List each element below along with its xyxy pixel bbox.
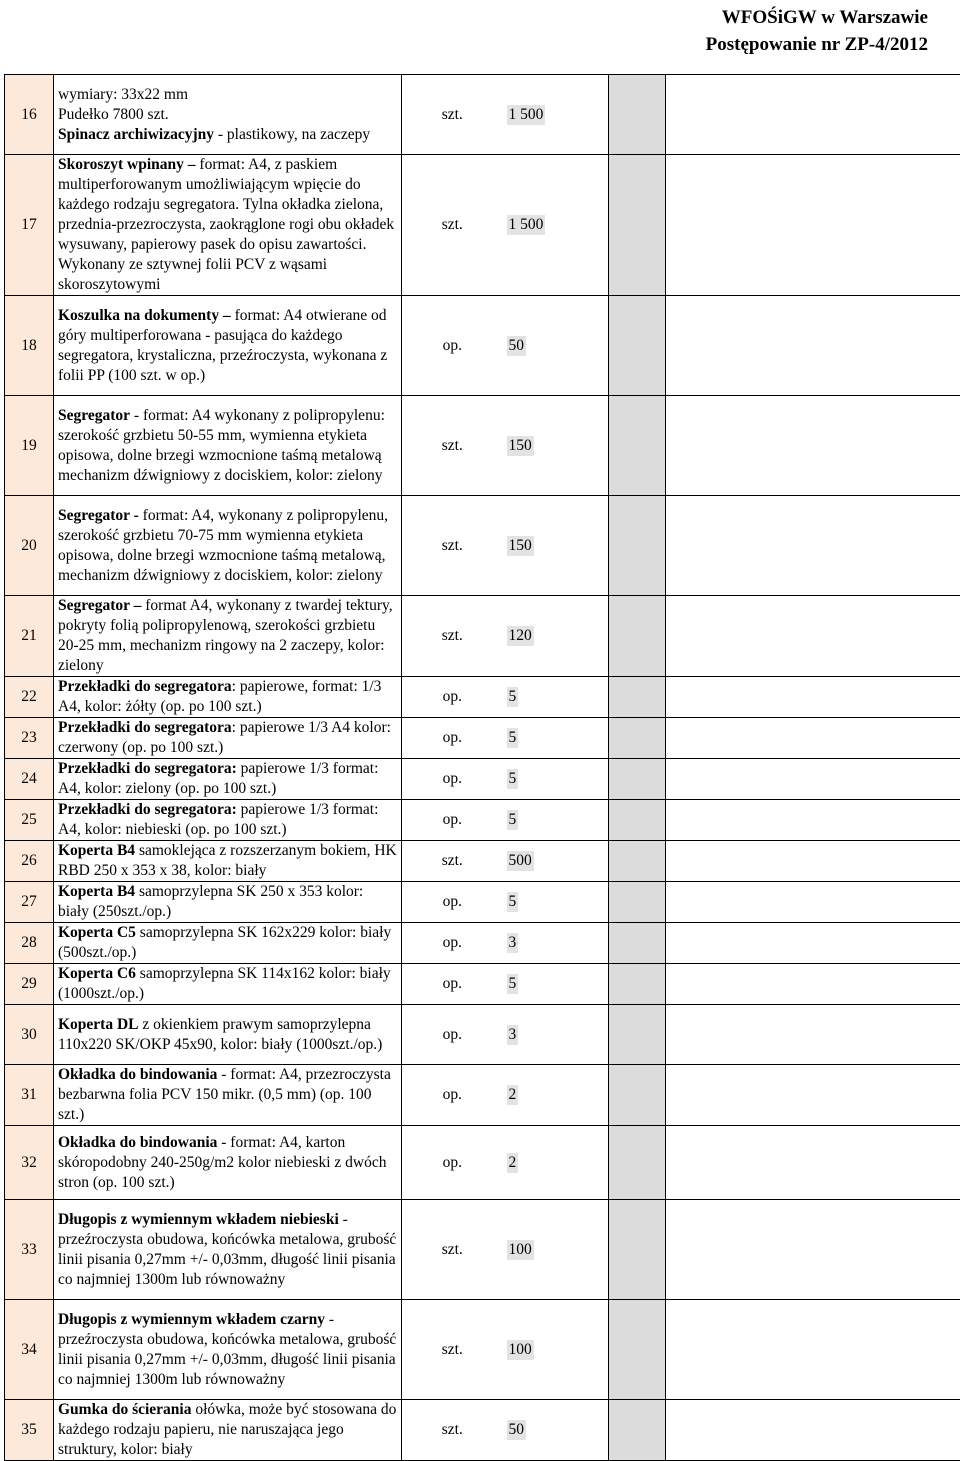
item-quantity-cell	[503, 800, 609, 841]
item-details: wymiary: 33x22 mm Pudełko 7800 szt.	[58, 86, 188, 123]
item-description-text	[58, 841, 397, 881]
item-quantity: 50	[507, 1420, 527, 1440]
row-number: 22	[5, 677, 54, 718]
item-details: format A4, wykonany z twardej tektury, pokryty folią polipropylenową, szerokości grzbietu 20-25 mm, mechanizm ringowy na 2 zaczepy, kolor: zielony	[58, 597, 393, 674]
item-quantity-cell	[503, 964, 609, 1005]
table-row	[5, 841, 960, 882]
item-unit: op.	[402, 759, 503, 800]
item-details: papierowe 1/3 format: A4, kolor: niebieski (op. po 100 szt.)	[58, 801, 378, 838]
value-cell	[666, 1200, 960, 1300]
item-description-text	[58, 1065, 397, 1125]
item-description	[54, 759, 402, 800]
item-name: Przekładki do segregatora	[58, 719, 232, 736]
price-cell	[609, 841, 666, 882]
item-description	[54, 1400, 402, 1461]
item-description	[54, 964, 402, 1005]
item-unit: op.	[402, 800, 503, 841]
item-description-text	[58, 85, 397, 145]
item-details: - format: A4 wykonany z polipropylenu: szerokość grzbietu 50-55 mm, wymienna etykieta opisowa, dolne brzegi wzmocnione taśmą metalową mechanizm dźwigniowy z dociskiem, kolor: zielony	[58, 407, 385, 484]
price-cell	[609, 718, 666, 759]
item-description	[54, 396, 402, 496]
item-unit: op.	[402, 296, 503, 396]
item-quantity-cell	[503, 1065, 609, 1126]
row-number: 34	[5, 1300, 54, 1400]
item-quantity: 1 500	[507, 215, 546, 235]
row-number: 27	[5, 882, 54, 923]
price-cell	[609, 964, 666, 1005]
item-name: Przekładki do segregatora	[58, 678, 232, 695]
value-cell	[666, 596, 960, 677]
table-row	[5, 1005, 960, 1065]
value-cell	[666, 1126, 960, 1200]
value-cell	[666, 677, 960, 718]
item-unit: szt.	[402, 1300, 503, 1400]
item-description-text	[58, 800, 397, 840]
price-cell	[609, 75, 666, 155]
table-row	[5, 718, 960, 759]
item-quantity-cell	[503, 496, 609, 596]
item-details: samoklejąca z rozszerzanym bokiem, HK RBD 250 x 353 x 38, kolor: biały	[58, 842, 397, 879]
item-name: Koperta B4	[58, 883, 135, 900]
item-description	[54, 841, 402, 882]
item-unit: op.	[402, 1126, 503, 1200]
item-quantity: 5	[507, 769, 519, 789]
item-quantity: 2	[507, 1085, 519, 1105]
institution-name: WFOŚiGW w Warszawie	[706, 4, 928, 31]
item-name: Przekładki do segregatora:	[58, 801, 237, 818]
row-number: 33	[5, 1200, 54, 1300]
item-name: Koperta DL	[58, 1016, 139, 1033]
item-quantity-cell	[503, 718, 609, 759]
item-description-text	[58, 964, 397, 1004]
item-description-text	[58, 677, 397, 717]
item-name-secondary: Spinacz archiwizacyjny	[58, 126, 214, 143]
price-cell	[609, 1126, 666, 1200]
table-row	[5, 964, 960, 1005]
price-cell	[609, 596, 666, 677]
row-number: 19	[5, 396, 54, 496]
item-description-text	[58, 506, 397, 586]
item-unit: op.	[402, 882, 503, 923]
price-cell	[609, 1400, 666, 1461]
item-quantity: 500	[507, 851, 534, 871]
item-description-text	[58, 1133, 397, 1193]
price-cell	[609, 800, 666, 841]
table-row	[5, 1200, 960, 1300]
item-quantity-cell	[503, 396, 609, 496]
table-row	[5, 296, 960, 396]
item-name: Koperta B4	[58, 842, 135, 859]
table-row	[5, 396, 960, 496]
item-quantity-cell	[503, 1200, 609, 1300]
value-cell	[666, 923, 960, 964]
item-details: - format: A4, przezroczysta bezbarwna folia PCV 150 mikr. (0,5 mm) (op. 100 szt.)	[58, 1066, 391, 1123]
item-quantity: 5	[507, 728, 519, 748]
item-quantity: 150	[507, 436, 534, 456]
item-unit: op.	[402, 1005, 503, 1065]
document-header	[706, 4, 928, 58]
item-unit: szt.	[402, 1200, 503, 1300]
row-number: 31	[5, 1065, 54, 1126]
value-cell	[666, 1400, 960, 1461]
value-cell	[666, 396, 960, 496]
item-unit: op.	[402, 677, 503, 718]
item-name: Koszulka na dokumenty –	[58, 307, 235, 324]
procedure-number: Postępowanie nr ZP-4/2012	[706, 31, 928, 58]
value-cell	[666, 155, 960, 296]
item-quantity-cell	[503, 923, 609, 964]
item-details: - format: A4, karton skóropodobny 240-250g/m2 kolor niebieski z dwóch stron (op. 100 szt.)	[58, 1134, 386, 1191]
item-unit: szt.	[402, 155, 503, 296]
item-name: Koperta C6	[58, 965, 136, 982]
item-quantity: 5	[507, 892, 519, 912]
value-cell	[666, 841, 960, 882]
item-quantity-cell	[503, 1005, 609, 1065]
item-quantity: 5	[507, 687, 519, 707]
item-quantity-cell	[503, 759, 609, 800]
item-unit: op.	[402, 1065, 503, 1126]
item-name: Segregator	[58, 407, 130, 424]
item-quantity: 150	[507, 536, 534, 556]
row-number: 21	[5, 596, 54, 677]
item-description-text	[58, 306, 397, 386]
row-number: 16	[5, 75, 54, 155]
item-description-text	[58, 882, 397, 922]
table-row	[5, 496, 960, 596]
item-name: Długopis z wymiennym wkładem niebieski	[58, 1211, 339, 1228]
item-quantity: 100	[507, 1340, 534, 1360]
item-description-text	[58, 718, 397, 758]
item-details: - przeźroczysta obudowa, końcówka metalowa, grubość linii pisania 0,27mm +/- 0,03mm, długość linii pisania co najmniej 1300m lub równoważny	[58, 1211, 396, 1288]
item-details: format: A4, wykonany z polipropylenu, szerokość grzbietu 70-75 mm wymienna etykieta opisowa, dolne brzegi wzmocnione taśmą metalową, mechanizm dźwigniowy z dociskiem, kolor: zielony	[58, 507, 388, 584]
value-cell	[666, 759, 960, 800]
row-number: 29	[5, 964, 54, 1005]
row-number: 25	[5, 800, 54, 841]
item-description	[54, 882, 402, 923]
item-quantity-cell	[503, 596, 609, 677]
table-row	[5, 759, 960, 800]
price-cell	[609, 1300, 666, 1400]
item-description	[54, 496, 402, 596]
row-number: 20	[5, 496, 54, 596]
price-cell	[609, 1065, 666, 1126]
item-description-text	[58, 1015, 397, 1055]
item-description	[54, 75, 402, 155]
item-quantity-cell	[503, 882, 609, 923]
item-quantity-cell	[503, 1300, 609, 1400]
item-description	[54, 1065, 402, 1126]
price-cell	[609, 496, 666, 596]
table-row	[5, 1400, 960, 1461]
item-quantity: 2	[507, 1153, 519, 1173]
table-row	[5, 596, 960, 677]
value-cell	[666, 496, 960, 596]
value-cell	[666, 75, 960, 155]
item-unit: op.	[402, 718, 503, 759]
item-details: format: A4 otwierane od góry multiperforowana - pasująca do każdego segregatora, krystaliczna, przeźroczysta, wykonana z folii PP (100 szt. w op.)	[58, 307, 387, 384]
price-cell	[609, 1200, 666, 1300]
item-quantity: 5	[507, 810, 519, 830]
item-details: - przeźroczysta obudowa, końcówka metalowa, grubość linii pisania 0,27mm +/- 0,03mm, długość linii pisania co najmniej 1300m lub równoważny	[58, 1311, 396, 1388]
item-description-text	[58, 1400, 397, 1460]
item-quantity: 50	[507, 336, 527, 356]
item-quantity-cell	[503, 1400, 609, 1461]
item-description	[54, 1005, 402, 1065]
value-cell	[666, 964, 960, 1005]
item-name: Skoroszyt wpinany –	[58, 156, 199, 173]
value-cell	[666, 718, 960, 759]
row-number: 23	[5, 718, 54, 759]
item-quantity: 3	[507, 1025, 519, 1045]
item-details: samoprzylepna SK 114x162 kolor: biały (1000szt./op.)	[58, 965, 391, 1002]
value-cell	[666, 800, 960, 841]
table-row	[5, 155, 960, 296]
item-quantity-cell	[503, 1126, 609, 1200]
item-name: Koperta C5	[58, 924, 136, 941]
item-description-text	[58, 155, 397, 295]
item-name: Okładka do bindowania	[58, 1134, 217, 1151]
item-details-secondary: - plastikowy, na zaczepy	[214, 126, 370, 143]
item-description	[54, 1126, 402, 1200]
item-unit: szt.	[402, 1400, 503, 1461]
value-cell	[666, 1065, 960, 1126]
item-description-text	[58, 759, 397, 799]
price-cell	[609, 677, 666, 718]
specification-table	[4, 74, 960, 1461]
item-description	[54, 296, 402, 396]
item-details: samoprzylepna SK 162x229 kolor: biały (500szt./op.)	[58, 924, 391, 961]
item-details: ołówka, może być stosowana do każdego rodzaju papieru, nie naruszająca jego struktury, kolor: biały	[58, 1401, 396, 1458]
item-quantity-cell	[503, 841, 609, 882]
item-quantity-cell	[503, 155, 609, 296]
price-cell	[609, 923, 666, 964]
item-name: Segregator –	[58, 597, 145, 614]
item-details: : papierowe, format: 1/3 A4, kolor: żółty (op. po 100 szt.)	[58, 678, 381, 715]
row-number: 18	[5, 296, 54, 396]
row-number: 24	[5, 759, 54, 800]
item-details: papierowe 1/3 format: A4, kolor: zielony (op. po 100 szt.)	[58, 760, 378, 797]
item-description-text	[58, 923, 397, 963]
item-details: z okienkiem prawym samoprzylepna 110x220 SK/OKP 45x90, kolor: biały (1000szt./op.)	[58, 1016, 382, 1053]
item-description	[54, 800, 402, 841]
item-details: : papierowe 1/3 A4 kolor: czerwony (op. po 100 szt.)	[58, 719, 391, 756]
item-details: samoprzylepna SK 250 x 353 kolor: biały (250szt./op.)	[58, 883, 363, 920]
row-number: 32	[5, 1126, 54, 1200]
item-quantity: 120	[507, 626, 534, 646]
price-cell	[609, 759, 666, 800]
item-name: Okładka do bindowania	[58, 1066, 217, 1083]
item-unit: szt.	[402, 396, 503, 496]
item-description-text	[58, 1210, 397, 1290]
row-number: 17	[5, 155, 54, 296]
table-row	[5, 1126, 960, 1200]
item-description	[54, 155, 402, 296]
item-details: format: A4, z paskiem multiperforowanym umożliwiającym wpięcie do każdego rodzaju segregatora. Tylna okładka zielona, przednia-przezroczysta, zaokrąglone rogi obu okładek wysuwany, papierowy pasek do opisu zawartości. Wykonany ze sztywnej folii PCV z wąsami skoroszytowymi	[58, 156, 394, 293]
table-row	[5, 923, 960, 964]
value-cell	[666, 296, 960, 396]
item-quantity-cell	[503, 75, 609, 155]
item-unit: szt.	[402, 596, 503, 677]
row-number: 30	[5, 1005, 54, 1065]
item-name: Segregator -	[58, 507, 143, 524]
specification-rows	[5, 75, 960, 1461]
item-quantity-cell	[503, 677, 609, 718]
price-cell	[609, 1005, 666, 1065]
item-name: Gumka do ścierania	[58, 1401, 191, 1418]
item-unit: op.	[402, 964, 503, 1005]
table-row	[5, 800, 960, 841]
item-quantity-cell	[503, 296, 609, 396]
price-cell	[609, 296, 666, 396]
item-quantity: 5	[507, 974, 519, 994]
item-description	[54, 923, 402, 964]
price-cell	[609, 882, 666, 923]
item-description-text	[58, 1310, 397, 1390]
item-unit: op.	[402, 923, 503, 964]
item-unit: szt.	[402, 496, 503, 596]
item-description	[54, 1300, 402, 1400]
table-row	[5, 75, 960, 155]
item-name: Długopis z wymiennym wkładem czarny	[58, 1311, 325, 1328]
item-quantity: 1 500	[507, 105, 546, 125]
table-row	[5, 1300, 960, 1400]
table-row	[5, 677, 960, 718]
item-quantity: 3	[507, 933, 519, 953]
item-description	[54, 596, 402, 677]
value-cell	[666, 882, 960, 923]
table-row	[5, 1065, 960, 1126]
price-cell	[609, 155, 666, 296]
item-description	[54, 718, 402, 759]
row-number: 26	[5, 841, 54, 882]
item-name: Przekładki do segregatora:	[58, 760, 237, 777]
item-description-text	[58, 406, 397, 486]
item-description	[54, 677, 402, 718]
item-quantity: 100	[507, 1240, 534, 1260]
table-row	[5, 882, 960, 923]
item-description-text	[58, 596, 397, 676]
row-number: 35	[5, 1400, 54, 1461]
item-description	[54, 1200, 402, 1300]
row-number: 28	[5, 923, 54, 964]
item-unit: szt.	[402, 841, 503, 882]
item-unit: szt.	[402, 75, 503, 155]
value-cell	[666, 1005, 960, 1065]
price-cell	[609, 396, 666, 496]
value-cell	[666, 1300, 960, 1400]
